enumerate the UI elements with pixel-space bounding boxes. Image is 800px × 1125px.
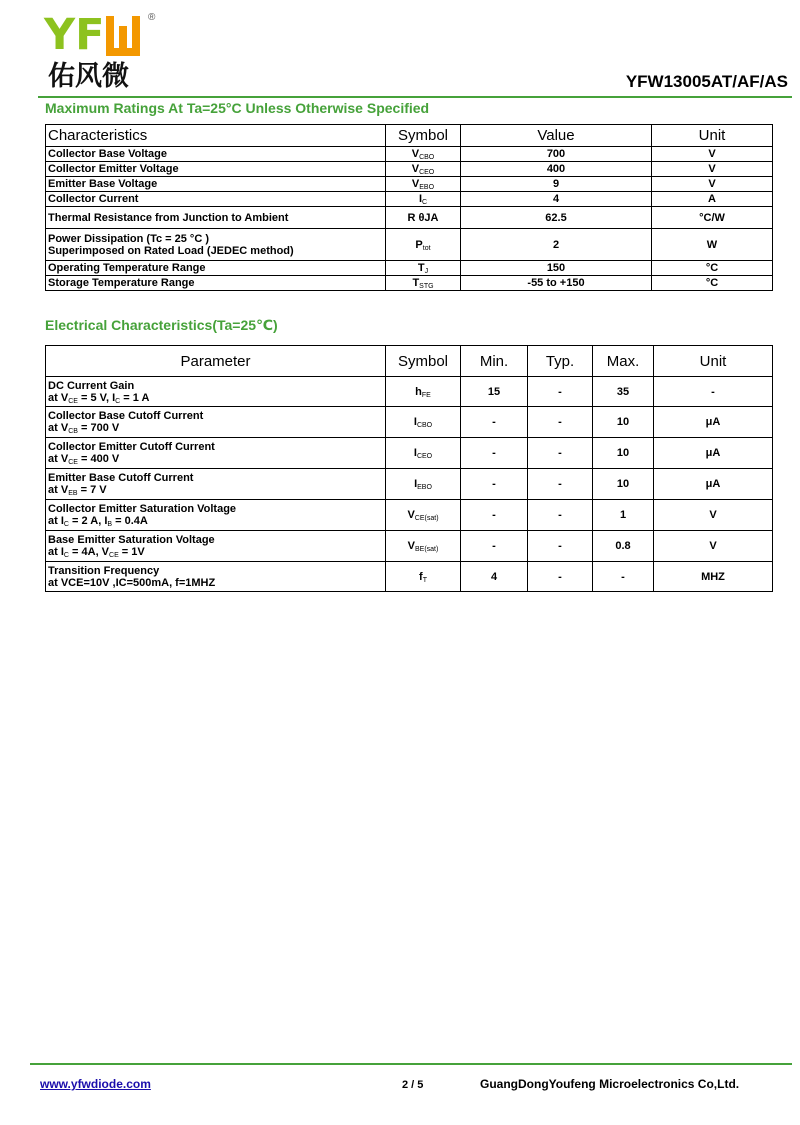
row-min: 15 bbox=[461, 377, 528, 407]
row-unit: V bbox=[654, 500, 773, 531]
row-name: Power Dissipation (Tc = 25 °C ) Superimposed on Rated Load (JEDEC method) bbox=[46, 229, 386, 261]
row-value: 150 bbox=[461, 261, 652, 276]
row-parameter: Collector Emitter Saturation Voltage at $I_C = 2$ A, $I_B = 0.4A$ bbox=[46, 500, 386, 531]
row-symbol: $I_{EBO}$ bbox=[386, 469, 461, 500]
table-row bbox=[46, 229, 773, 261]
table-row bbox=[46, 500, 773, 531]
row-value: 4 bbox=[461, 192, 652, 207]
row-symbol: $T_{STG}$ bbox=[386, 276, 461, 291]
row-min: - bbox=[461, 469, 528, 500]
row-value: -55 to +150 bbox=[461, 276, 652, 291]
table-row bbox=[46, 438, 773, 469]
row-parameter: DC Current Gain at $V_{CE} = 5$ V, $I_C = 1$ A bbox=[46, 377, 386, 407]
row-symbol: $I_C$ bbox=[386, 192, 461, 207]
col-min: Min. bbox=[461, 346, 528, 377]
row-max: 10 bbox=[593, 438, 654, 469]
row-parameter: Collector Base Cutoff Current at $V_{CB} = 700$ V bbox=[46, 407, 386, 438]
col-max: Max. bbox=[593, 346, 654, 377]
table-row bbox=[46, 192, 773, 207]
max-ratings-title: Maximum Ratings At Ta=25°C Unless Otherwise Specified bbox=[45, 100, 430, 116]
logo-letter-y: Y bbox=[44, 10, 76, 60]
company-logo bbox=[44, 12, 164, 94]
row-typ: - bbox=[528, 438, 593, 469]
row-typ: - bbox=[528, 407, 593, 438]
page-number: 2 / 5 bbox=[402, 1079, 424, 1091]
row-min: - bbox=[461, 531, 528, 562]
col-symbol: Symbol bbox=[386, 346, 461, 377]
row-name: Emitter Base Voltage bbox=[46, 177, 386, 192]
row-min: 4 bbox=[461, 562, 528, 592]
row-parameter: Collector Emitter Cutoff Current at $V_{CE} = 400$ V bbox=[46, 438, 386, 469]
row-symbol: $I_{CEO}$ bbox=[386, 438, 461, 469]
table-header-row bbox=[46, 125, 773, 147]
table-row bbox=[46, 531, 773, 562]
row-symbol: $P_{tot}$ bbox=[386, 229, 461, 261]
row-unit: °C/W bbox=[652, 207, 773, 229]
logo-u-shape bbox=[106, 16, 140, 56]
row-symbol: $T_J$ bbox=[386, 261, 461, 276]
table-row bbox=[46, 562, 773, 592]
row-unit: MHZ bbox=[654, 562, 773, 592]
row-parameter: Transition Frequency at VCE=10V ,IC=500mA, f=1MHZ bbox=[46, 562, 386, 592]
row-unit: V bbox=[652, 147, 773, 162]
row-unit: A bbox=[652, 192, 773, 207]
row-unit: μA bbox=[654, 438, 773, 469]
col-unit: Unit bbox=[654, 346, 773, 377]
row-parameter: Emitter Base Cutoff Current at $V_{EB} = 7$ V bbox=[46, 469, 386, 500]
row-symbol: R θJA bbox=[386, 207, 461, 229]
row-max: 35 bbox=[593, 377, 654, 407]
row-max: - bbox=[593, 562, 654, 592]
table-header-row bbox=[46, 346, 773, 377]
row-name: Collector Emitter Voltage bbox=[46, 162, 386, 177]
row-unit: V bbox=[652, 177, 773, 192]
row-unit: V bbox=[654, 531, 773, 562]
row-value: 62.5 bbox=[461, 207, 652, 229]
row-unit: μA bbox=[654, 407, 773, 438]
row-name: Collector Base Voltage bbox=[46, 147, 386, 162]
row-typ: - bbox=[528, 500, 593, 531]
registered-mark: ® bbox=[148, 12, 156, 23]
electrical-characteristics-table bbox=[45, 345, 773, 592]
table-row bbox=[46, 407, 773, 438]
row-symbol: $f_T$ bbox=[386, 562, 461, 592]
row-symbol: $V_{CEO}$ bbox=[386, 162, 461, 177]
row-min: - bbox=[461, 500, 528, 531]
row-name: Storage Temperature Range bbox=[46, 276, 386, 291]
row-name: Thermal Resistance from Junction to Ambient bbox=[46, 207, 386, 229]
col-symbol: Symbol bbox=[386, 125, 461, 147]
logo-letter-f: F bbox=[75, 10, 105, 60]
row-max: 10 bbox=[593, 469, 654, 500]
row-unit: μA bbox=[654, 469, 773, 500]
col-characteristics: Characteristics bbox=[46, 125, 386, 147]
table-row bbox=[46, 276, 773, 291]
row-value: 700 bbox=[461, 147, 652, 162]
col-typ: Typ. bbox=[528, 346, 593, 377]
table-row bbox=[46, 261, 773, 276]
logo-mark bbox=[44, 12, 140, 60]
row-min: - bbox=[461, 438, 528, 469]
table-row bbox=[46, 207, 773, 229]
row-unit: °C bbox=[652, 261, 773, 276]
table-row bbox=[46, 469, 773, 500]
row-symbol: $h_{FE}$ bbox=[386, 377, 461, 407]
col-unit: Unit bbox=[652, 125, 773, 147]
row-symbol: $I_{CBO}$ bbox=[386, 407, 461, 438]
row-typ: - bbox=[528, 562, 593, 592]
col-value: Value bbox=[461, 125, 652, 147]
row-typ: - bbox=[528, 469, 593, 500]
row-name: Operating Temperature Range bbox=[46, 261, 386, 276]
row-typ: - bbox=[528, 531, 593, 562]
table-row bbox=[46, 177, 773, 192]
row-min: - bbox=[461, 407, 528, 438]
row-unit: W bbox=[652, 229, 773, 261]
row-name: Collector Current bbox=[46, 192, 386, 207]
table-row bbox=[46, 147, 773, 162]
part-number: YFW13005AT/AF/AS bbox=[625, 72, 788, 91]
row-value: 400 bbox=[461, 162, 652, 177]
row-symbol: $V_{EBO}$ bbox=[386, 177, 461, 192]
table-row bbox=[46, 377, 773, 407]
header-divider bbox=[38, 96, 792, 98]
logo-chinese-name: 佑风微 bbox=[48, 61, 129, 92]
row-max: 0.8 bbox=[593, 531, 654, 562]
row-symbol: $V_{BE(sat)}$ bbox=[386, 531, 461, 562]
row-symbol: $V_{CE(sat)}$ bbox=[386, 500, 461, 531]
row-max: 1 bbox=[593, 500, 654, 531]
website-link[interactable]: www.yfwdiode.com bbox=[40, 1077, 151, 1091]
row-value: 2 bbox=[461, 229, 652, 261]
row-max: 10 bbox=[593, 407, 654, 438]
footer-divider bbox=[30, 1063, 792, 1065]
row-value: 9 bbox=[461, 177, 652, 192]
max-ratings-table bbox=[45, 124, 773, 291]
row-parameter: Base Emitter Saturation Voltage at $I_C = 4A$, $V_{CE} = 1V$ bbox=[46, 531, 386, 562]
col-parameter: Parameter bbox=[46, 346, 386, 377]
row-typ: - bbox=[528, 377, 593, 407]
row-unit: - bbox=[654, 377, 773, 407]
row-symbol: $V_{CBO}$ bbox=[386, 147, 461, 162]
electrical-characteristics-title: Electrical Characteristics(Ta=25℃) bbox=[45, 317, 278, 333]
company-name: GuangDongYoufeng Microelectronics Co,Ltd. bbox=[480, 1077, 740, 1091]
row-unit: °C bbox=[652, 276, 773, 291]
row-unit: V bbox=[652, 162, 773, 177]
table-row bbox=[46, 162, 773, 177]
